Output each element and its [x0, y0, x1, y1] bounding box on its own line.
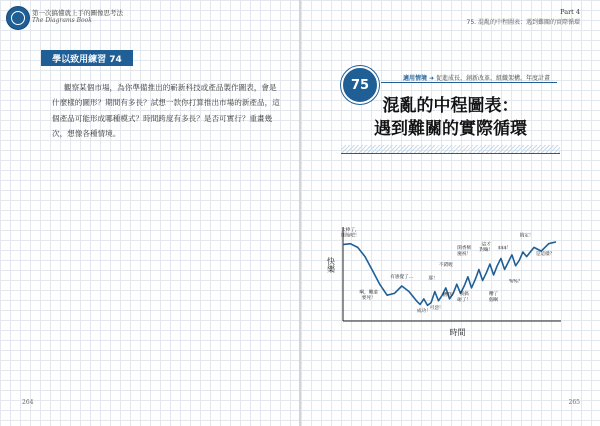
- messy-middle-chart: [321, 225, 581, 340]
- annotation-label: 糟糕！: [442, 293, 457, 299]
- annotation-label: 成功！: [416, 308, 431, 314]
- y-axis-label: 快樂: [326, 257, 336, 273]
- usage-row: [403, 73, 550, 82]
- practice-text: 觀察某個市場，為你準備推出的嶄新科技或產品製作圖表，會是什麼樣的圖形？期間有多長？試想一款你打算推出市場的新產品，這個產品可能形成哪種模式？時間跨度有多長？是否可實行？重畫幾次，想像各種情境。: [52, 83, 280, 139]
- book-seal-icon: [6, 6, 30, 30]
- usage-text: 促進成長、創新改革、組織架構、年度計畫: [436, 75, 551, 82]
- right-page-number: 265: [568, 399, 580, 406]
- left-header-title: 第一次搞懂就上手的圖像思考法: [32, 9, 123, 17]
- x-axis-label: 時間: [449, 328, 466, 337]
- left-header-subtitle: The Diagrams Book: [32, 17, 92, 24]
- annotation-label: $$$！: [497, 246, 512, 252]
- annotation-label: 這才對嘛！: [479, 242, 494, 254]
- practice-label: 學以致用練習 74: [41, 50, 133, 66]
- annotation-label: 糟了個啊: [488, 292, 499, 303]
- annotation-label: 不錯喔: [438, 262, 453, 268]
- annotation-label: 耶！: [428, 276, 438, 282]
- chapter-title-line1: 混亂的中程圖表：: [382, 96, 519, 116]
- left-page: [0, 0, 299, 426]
- annotation-label: 啊，難道要死！: [359, 290, 378, 301]
- chapter-title-line2: 遇到難關的實際循環: [374, 119, 527, 139]
- title-rule: [341, 153, 560, 154]
- annotation-label: 太棒了，開始吧！: [341, 227, 360, 239]
- annotation-label: 我搞砸了！: [457, 292, 472, 303]
- left-page-number: 264: [22, 399, 34, 406]
- chapter-number-badge: 75: [341, 66, 379, 104]
- usage-rule: [381, 82, 557, 83]
- right-page: [301, 0, 600, 426]
- annotation-label: 是這樣？: [535, 251, 555, 257]
- title-shade: [341, 145, 560, 153]
- annotation-label: 搞定！: [519, 233, 534, 239]
- annotation-label: 開香檳慶祝！: [457, 246, 472, 257]
- chapter-title: [341, 95, 560, 141]
- annotation-label: 有感覺了…: [390, 274, 414, 280]
- right-header-part: Part 4: [560, 8, 580, 16]
- arrow-right-icon: ➜: [429, 75, 435, 82]
- annotation-label: 可惡！: [429, 306, 444, 312]
- right-header-title: 75. 混亂的中程圖表：遇到難關的實際循環: [466, 19, 580, 26]
- annotation-label: %%？: [508, 279, 523, 285]
- usage-label: 適用情境: [403, 75, 428, 82]
